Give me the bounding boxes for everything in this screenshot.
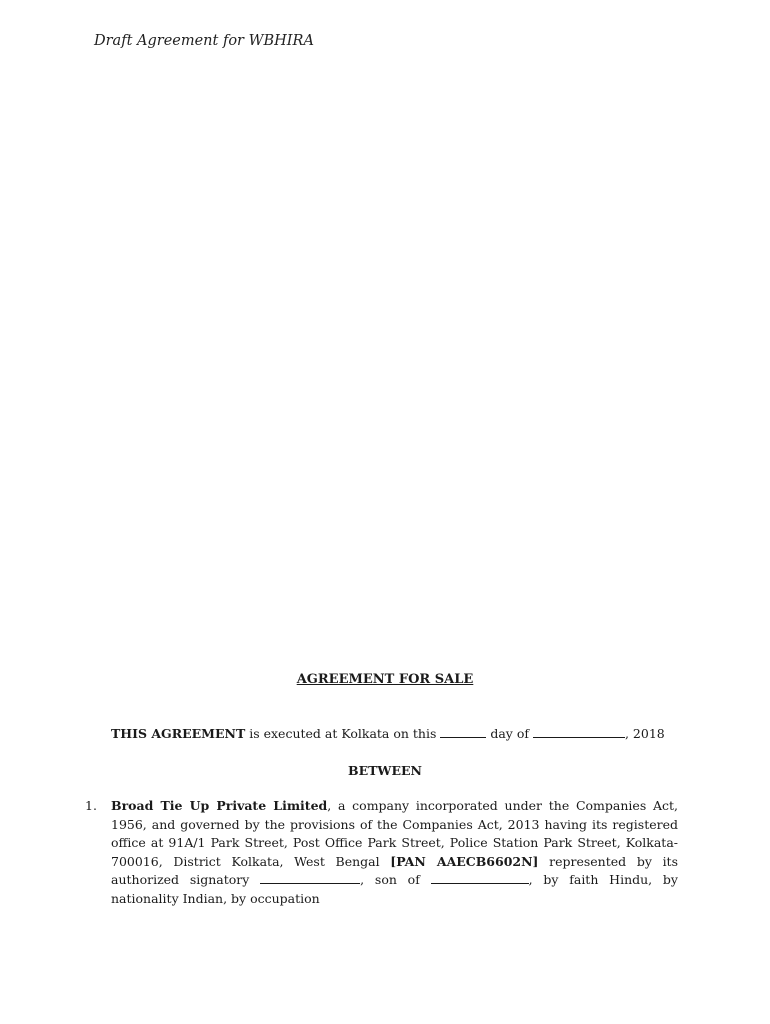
clause-1 xyxy=(85,797,678,908)
clause-text-d: , by faith Hindu, by nationality Indian, by occupation xyxy=(111,872,678,906)
document-title: AGREEMENT FOR SALE xyxy=(296,672,474,687)
company-name: Broad Tie Up Private Limited xyxy=(111,798,328,813)
exec-text-3: , 2018 xyxy=(624,726,665,741)
father-name-blank-field[interactable] xyxy=(431,872,529,884)
exec-text-2: day of xyxy=(486,726,533,741)
agreement-lead: THIS AGREEMENT xyxy=(111,726,246,741)
pan-number: [PAN AAECB6602N] xyxy=(390,853,539,869)
execution-line xyxy=(111,726,665,741)
month-blank-field[interactable] xyxy=(533,726,625,738)
clause-text-a: , a company incorporated under the Companies Act, 1956, and governed by the provisions of the Companies Act, 2013 having its registered office at 91A/1 Park Street, Post Office Park Street, Police Station Park Street, Kolkata-700016, District Kolkata, West Bengal xyxy=(111,798,678,869)
clause-body xyxy=(111,797,678,908)
day-blank-field[interactable] xyxy=(440,726,486,738)
signatory-blank-field[interactable] xyxy=(260,872,360,884)
page-header: Draft Agreement for WBHIRA xyxy=(94,33,314,49)
clause-text-b: represented by its authorized signatory xyxy=(111,853,678,887)
between-heading: BETWEEN xyxy=(348,763,422,778)
clause-text-c: , son of xyxy=(360,872,431,887)
clause-number: 1. xyxy=(85,798,97,813)
exec-text-1: is executed at Kolkata on this xyxy=(245,726,441,741)
